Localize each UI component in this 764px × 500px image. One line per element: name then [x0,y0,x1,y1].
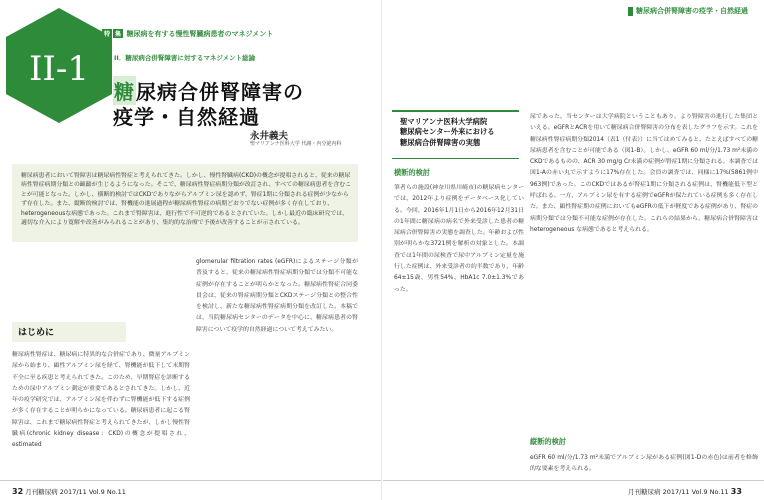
section-title-line2: 糖尿病センター外来における [400,127,495,137]
subsection-label: II．糖尿病合併腎障害に対するマネジメント総論 [114,54,256,62]
page-number-right: 33 [730,487,742,496]
article-title-line2: 疫学・自然経過 [113,105,260,129]
author-name: 永井義夫 [250,131,289,142]
section-title-text [400,117,495,148]
page-number-left: 32 [12,487,24,496]
spread-gutter [381,0,382,500]
feature-banner [102,29,273,39]
title-line1-rest: 尿病合併腎障害の [136,80,304,104]
chapter-badge-text: II-1 [29,49,89,89]
author-affiliation: 聖マリアンナ医科大学 代謝・内分泌内科 [250,141,342,147]
footer-rule-right [383,480,764,481]
footer-right [628,487,742,496]
feature-tag-1: 特 [104,31,111,38]
abstract-box [12,164,358,242]
section-title-line3: 糖尿病合併腎障害の実態 [400,137,481,147]
journal-info-left: 月刊糖尿病 2017/11 Vol.9 No.11 [25,488,126,496]
body-column-4: 尿であった。当センターは大学病院ということもあり、より腎障害の進行した集団といえる。eGFRとACRを用いて糖尿病合併腎障害の分布を表したグラフを示す。これを糖尿病性腎症病期分類2014（表1（付表））に当てはめてみると、たとえばすべての糖尿病患者を含むことが可能である（図1-B）。しかし、eGFR 60 ml/分/1.73 m²未満のCKDであるものの、ACR 30 mg/g Cr未満の症例が腎症1期に分類される。本調査では図1-Aの赤い丸で示すように17%存在した。会員の調査では、同様に17%(5861例中963例)であった。このCKDではあるが腎症1期に分類される症例は、腎機能低下型と呼ばれる。一方、アルブミン尿を有する症例でeGFRが保たれている症例も多く存在した。また、顕性腎症期の症例においてもeGFRの低下が軽度である症例があり、腎症の病期分類では分類不可能な症例が存在した。これらの結果から、糖尿病合併腎障害は heterogeneous な病態であると考えられる。 [530,114,758,233]
chapter-badge [0,6,118,124]
running-head [628,6,748,16]
section-heading-intro: はじめに [18,328,55,338]
subhead-longitudinal: 縦断的検討 [530,437,566,446]
section-title-line1: 聖マリアンナ医科大学病院 [400,117,488,126]
abstract-text: 糖尿病患者において腎障害は糖尿病性腎症と考えられてきた。しかし、慢性腎臓病(CKD)の概念が提唱されると、従来の糖尿病性腎症病期分類との齟齬が生じるようになった。そこで、糖尿病性腎症病期分類が改訂され、すべての糖尿病患者を含むことが可能となった。しかし、横断的検討ではCKDでありながらアルブミン尿を認めず、腎症1期に分類される症例が少なからず存在した。また、縦断的検討では、腎機能の進展過程が糖尿病性腎症の病期どおりでない症例が多く存在しており、heterogeneousな病態であった。これまで腎障害は、進行性で不可逆的であるとされていた。しかし最近の臨床研究では、適切な介入により寛解や改善がみられることがあり、集約的な治療で予後が改善することが示されている。 [21,173,351,227]
subhead-cross-sectional: 横断的検討 [394,168,430,177]
body-column-5: eGFR 60 ml/分/1.73 m²未満でアルブミン尿がある症例(図1-Dの赤色)は前者を修飾的な要素を考えられる。 [530,455,758,473]
title-initial: 糖 [113,76,136,105]
feature-text: 糖尿病を有する慢性腎臓病患者のマネジメント [126,30,274,38]
runhead-bar [628,7,633,16]
body-column-3: 筆者らの施設(神奈川県川崎市)の糖尿病センターでは、2012年より症例をデータベース化している。今回、2016年1月1日から2016年12月31日の1年間に糖尿病の病名で外来受診した患者の糖尿病合併腎障害の実態を調査した。年齢および性別が明らかな3721例を解析の対象とした。本調査では1年間の尿検査で尿中アルブミン定量を施行した症例は、外来受診者の約半数であり、年齢64±15歳、男性54%、HbA1c 7.0±1.3%であった。 [394,185,524,293]
running-head-text: 糖尿病合併腎障害の疫学・自然経過 [636,7,748,15]
feature-tag-2: 集 [115,31,122,38]
footer-left [12,487,126,496]
body-column-2: glomerular filtration rates (eGFR)によるステージ分類が普及すると、従来の糖尿病性腎症病期分類では分類不可能な症例が存在することが明らかとなった。糖尿病性腎症合同委員会は、従来の腎症病期分類とCKDステージ分類との整合性を検討し、新たな糖尿病性腎症病期分類を改訂した。本稿では、当院糖尿病センターのデータを中心に、糖尿病患者の腎障害について疫学的自然経過について考えてみたい。 [196,259,358,333]
footer-rule-left [0,480,381,481]
journal-info-right: 月刊糖尿病 2017/11 Vol.9 No.11 [628,488,729,496]
body-column-1: 糖尿病性腎症は、糖尿病に特異的な合併症であり、微量アルブミン尿から始まり、顕性アルブミン尿を経て、腎機能が低下して末期腎不全に至る疾患と考えられてきた。このため、早期腎症を診断するための尿中アルブミン測定が重要であるとされてきた。しかし、近年の疫学研究では、アルブミン尿を伴わずに腎機能が低下する症例が多く存在することが明らかになっている。糖尿病患者に起こる腎障害は、これまで糖尿病性腎症と考えられてきたが、しかし慢性腎臓病(chronic kidney disease：CKD)の概念が提唱され、estimated [12,352,190,449]
